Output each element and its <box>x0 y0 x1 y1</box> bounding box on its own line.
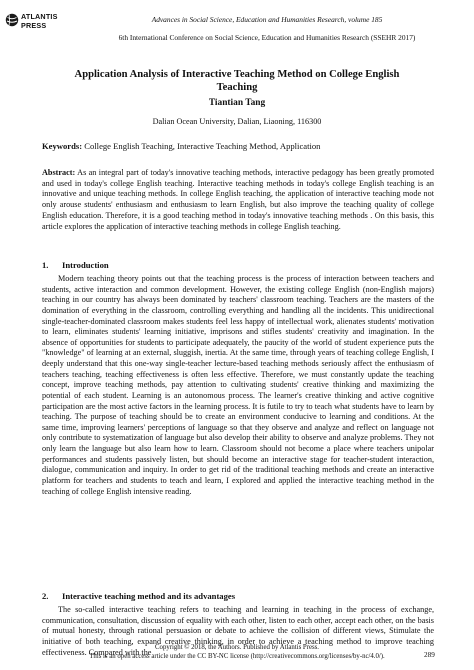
section-title: Interactive teaching method and its advantages <box>62 591 236 601</box>
author-affiliation: Dalian Ocean University, Dalian, Liaoning, 116300 <box>152 117 322 126</box>
copyright-notice: Copyright © 2018, the Authors. Published by Atlantis Press. <box>155 644 319 651</box>
introduction-paragraph: Modern teaching theory points out that the teaching process is the process of interaction between teachers and students, active interaction and common development. However, the existing college English (non-English majors) teaching in our country has always been dominated by teachers' classroom teaching. Teachers are the masters of the domination of everything in the classroom, controlling everything and handling all the incidents. This unidirectional single-teacher-dominated classroom makes students feel less happy of intellectual work, alienates students' motivation to learn, eliminates students' learning initiative, imprisons and stifles students' creativity and imagination. In the absence of opportunities for students to participate adequately, the paucity of the world of student experience puts the "knowledge" of learning at an external, sluggish, inertia. At the same time, through years of teaching college English, I deeply understand that this one-way single-teacher lecture-based teaching methods seriously affect the enthusiasm of teachers teaching, teaching effectiveness is often less effective. Therefore, we must constantly update the teaching concept, improve teaching methods, pay attention to cultivating students' creative thinking and maximizing the potential of each student. Learning is an autonomous process. The learner's creative thinking and active cognitive participation are the most active factors in the learning process. It is futile to try to teach what students have to learn by teaching. The purpose of teaching should be to create an environment conducive to learning and conditions. At the same time, improving learners' perceptions of language so that they observe and analyze and reflect on language not only contribute to systematization of language but also develop their ability to observe and analyze problems. They not only learn the language but also learn how to learn. Classroom should not become a place where teachers unipolar performances and students passively listen, but should become an interactive stage for teacher-student interaction, dialogue, communication and inquiry. In order to get rid of the traditional teaching methods and create an interactive platform for teachers and students to teach and learn, I explored and applied the interactive teaching method in the teaching of college English intensive reading. <box>42 274 434 496</box>
section-number: 1. <box>42 260 49 270</box>
globe-logo-icon <box>5 11 21 31</box>
keywords-text: College English Teaching, Interactive Teaching Method, Application <box>84 141 321 151</box>
license-notice[interactable]: This is an open access article under the CC BY-NC license (http://creativecommons.org/licenses/by-nc/4.0/). <box>89 653 385 660</box>
section-title: Introduction <box>62 260 109 270</box>
keywords <box>42 141 434 152</box>
abstract <box>42 168 434 232</box>
atlantis-press-logo[interactable] <box>5 11 58 35</box>
series-header: Advances in Social Science, Education and Humanities Research, volume 185 <box>151 15 383 24</box>
section-heading-introduction <box>42 260 434 271</box>
logo-text: ATLANTIS PRESS <box>21 12 58 30</box>
page-number: 289 <box>424 651 435 659</box>
title-line-1: Application Analysis of Interactive Teaching Method on College English <box>74 69 400 80</box>
conference-header: 6th International Conference on Social Science, Education and Humanities Research (SSEHR 2017) <box>118 33 416 42</box>
section-number: 2. <box>42 591 49 601</box>
keywords-label: Keywords: <box>42 141 83 151</box>
abstract-label: Abstract: <box>42 168 76 177</box>
section-heading-interactive-teaching <box>42 591 434 602</box>
interactive-teaching-paragraph: The so-called interactive teaching refers to teaching and learning in teaching in the process of exchange, communication, consultation, discussion of equality with each other, listen to each other, accept each other, on the basis of mutual honesty, through rational persuasion or debate to achieve the collision of different views, Stimulate the initiative of both teaching, expand creative thinking, in order to achieve a teaching method to improve teaching effectiveness. Compared with the <box>42 605 434 657</box>
author-name: Tiantian Tang <box>208 98 266 108</box>
title-line-2: Teaching <box>216 82 258 93</box>
paper-title <box>40 68 434 94</box>
abstract-text: As an integral part of today's innovative teaching methods, interactive pedagogy has been greatly promoted and used in today's college English teaching. Interactive teaching methods in today's college English teaching is an innovative and unique teaching methods. In college English teaching, the application of interactive teaching mode not only arouse students' enthusiasm and enthusiasm to learn English, but also improve the teaching quality of college English education. Therefore, it is a good teaching method in today's innovative teaching methods . On this basis, this article explores the application of interactive teaching methods in college English teaching. <box>42 168 434 231</box>
